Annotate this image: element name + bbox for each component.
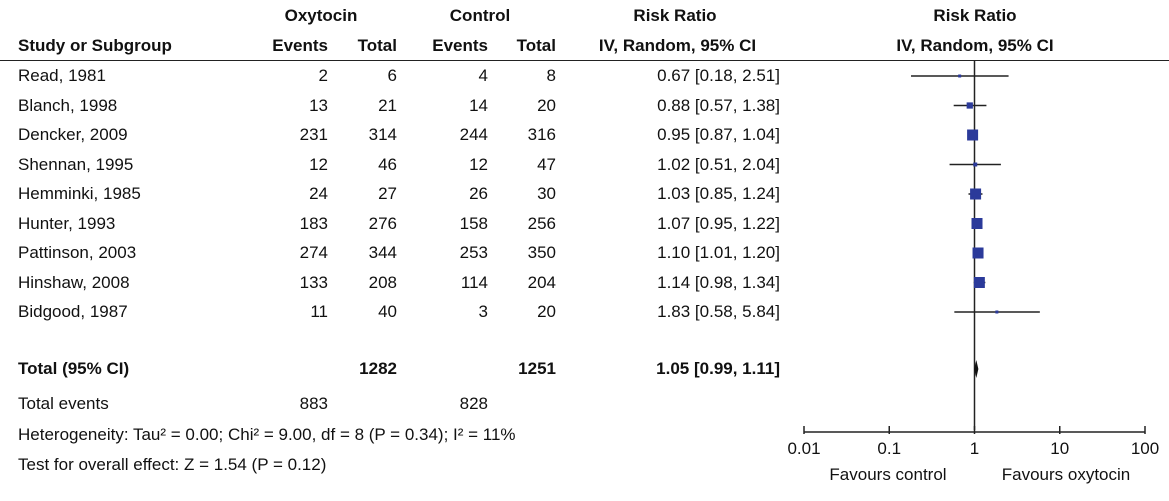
risk-ratio-ci: 1.83 [0.58, 5.84] bbox=[657, 302, 780, 321]
events-2: 14 bbox=[469, 95, 488, 115]
events-1: 24 bbox=[309, 184, 328, 203]
group2-header: Control bbox=[449, 6, 511, 25]
events-2: 3 bbox=[478, 302, 488, 321]
events-1: 133 bbox=[299, 272, 328, 292]
plot-sub: IV, Random, 95% CI bbox=[896, 36, 1054, 55]
events-e1: 883 bbox=[299, 394, 328, 413]
events-header-2: Events bbox=[432, 36, 488, 55]
events-1: 11 bbox=[310, 302, 328, 321]
risk-ratio-ci: 1.10 [1.01, 1.20] bbox=[657, 243, 780, 262]
study-name: Hunter, 1993 bbox=[18, 213, 116, 233]
rr-sub: IV, Random, 95% CI bbox=[598, 36, 757, 55]
events-2: 12 bbox=[469, 154, 488, 174]
events-1: 274 bbox=[299, 243, 328, 262]
total-2: 30 bbox=[537, 184, 556, 203]
rr-title: Risk Ratio bbox=[633, 6, 717, 25]
total-2: 256 bbox=[527, 213, 556, 233]
study-marker bbox=[972, 218, 983, 229]
total-1: 6 bbox=[387, 66, 397, 85]
study-marker bbox=[967, 102, 973, 108]
events-2: 253 bbox=[459, 243, 488, 262]
x-tick-label: 0.1 bbox=[877, 439, 902, 458]
total-1: 40 bbox=[378, 302, 397, 321]
study-marker bbox=[973, 163, 977, 167]
total-2: 47 bbox=[537, 154, 556, 174]
total-ci: 1.05 [0.99, 1.11] bbox=[656, 359, 780, 378]
study-name: Dencker, 2009 bbox=[18, 125, 128, 144]
risk-ratio-ci: 0.88 [0.57, 1.38] bbox=[657, 95, 780, 115]
total-1: 276 bbox=[368, 213, 397, 233]
study-name: Blanch, 1998 bbox=[18, 95, 118, 115]
events-2: 26 bbox=[469, 184, 488, 203]
risk-ratio-ci: 1.02 [0.51, 2.04] bbox=[657, 154, 780, 174]
x-tick-label: 1 bbox=[969, 439, 980, 458]
events-1: 183 bbox=[299, 213, 328, 233]
events-2: 158 bbox=[459, 213, 488, 233]
favours-right-label: Favours oxytocin bbox=[1001, 465, 1131, 484]
study-marker bbox=[973, 248, 984, 259]
study-marker bbox=[974, 277, 985, 288]
total-1: 344 bbox=[368, 243, 397, 262]
total-2: 20 bbox=[537, 302, 556, 321]
total-t2: 1251 bbox=[518, 359, 556, 378]
study-name: Shennan, 1995 bbox=[18, 154, 134, 174]
x-tick-label: 100 bbox=[1130, 439, 1160, 458]
favours-left-label: Favours control bbox=[829, 465, 947, 484]
total-2: 20 bbox=[537, 95, 556, 115]
study-marker bbox=[967, 130, 978, 141]
x-tick-label: 0.01 bbox=[787, 439, 821, 458]
study-name: Read, 1981 bbox=[18, 66, 106, 85]
events-e2: 828 bbox=[459, 394, 488, 413]
events-2: 244 bbox=[459, 125, 488, 144]
risk-ratio-ci: 1.07 [0.95, 1.22] bbox=[657, 213, 780, 233]
risk-ratio-ci: 0.67 [0.18, 2.51] bbox=[657, 66, 780, 85]
risk-ratio-ci: 1.03 [0.85, 1.24] bbox=[657, 184, 780, 203]
plot-title: Risk Ratio bbox=[933, 6, 1017, 25]
study-name: Pattinson, 2003 bbox=[18, 243, 137, 262]
study-marker bbox=[958, 75, 961, 78]
study-marker bbox=[995, 311, 998, 314]
events-1: 13 bbox=[309, 95, 328, 115]
study-name: Bidgood, 1987 bbox=[18, 302, 128, 321]
total-1: 314 bbox=[368, 125, 397, 144]
overall-effect-text: Test for overall effect: Z = 1.54 (P = 0.12) bbox=[18, 455, 327, 474]
risk-ratio-ci: 1.14 [0.98, 1.34] bbox=[657, 272, 780, 292]
total-header-2: Total bbox=[516, 36, 556, 55]
risk-ratio-ci: 0.95 [0.87, 1.04] bbox=[657, 125, 780, 144]
events-1: 231 bbox=[299, 125, 328, 144]
total-2: 316 bbox=[527, 125, 556, 144]
study-col-header: Study or Subgroup bbox=[18, 36, 172, 55]
total-2: 8 bbox=[546, 66, 556, 85]
study-name: Hemminki, 1985 bbox=[18, 184, 141, 203]
group1-header: Oxytocin bbox=[284, 6, 358, 25]
events-1: 2 bbox=[318, 66, 328, 85]
total-2: 204 bbox=[527, 272, 556, 292]
total-1: 27 bbox=[378, 184, 397, 203]
study-name: Hinshaw, 2008 bbox=[18, 272, 130, 292]
total-1: 46 bbox=[378, 154, 397, 174]
total-label: Total (95% CI) bbox=[18, 359, 130, 378]
total-header-1: Total bbox=[357, 36, 397, 55]
events-2: 114 bbox=[460, 272, 488, 292]
total-1: 208 bbox=[368, 272, 397, 292]
events-2: 4 bbox=[478, 66, 488, 85]
events-label: Total events bbox=[18, 394, 109, 413]
x-tick-label: 10 bbox=[1050, 439, 1070, 458]
heterogeneity-text: Heterogeneity: Tau² = 0.00; Chi² = 9.00, df = 8 (P = 0.34); I² = 11% bbox=[18, 425, 516, 444]
study-marker bbox=[970, 189, 981, 200]
events-1: 12 bbox=[309, 154, 328, 174]
total-1: 21 bbox=[378, 95, 397, 115]
events-header-1: Events bbox=[272, 36, 328, 55]
total-t1: 1282 bbox=[359, 359, 397, 378]
total-2: 350 bbox=[527, 243, 556, 262]
